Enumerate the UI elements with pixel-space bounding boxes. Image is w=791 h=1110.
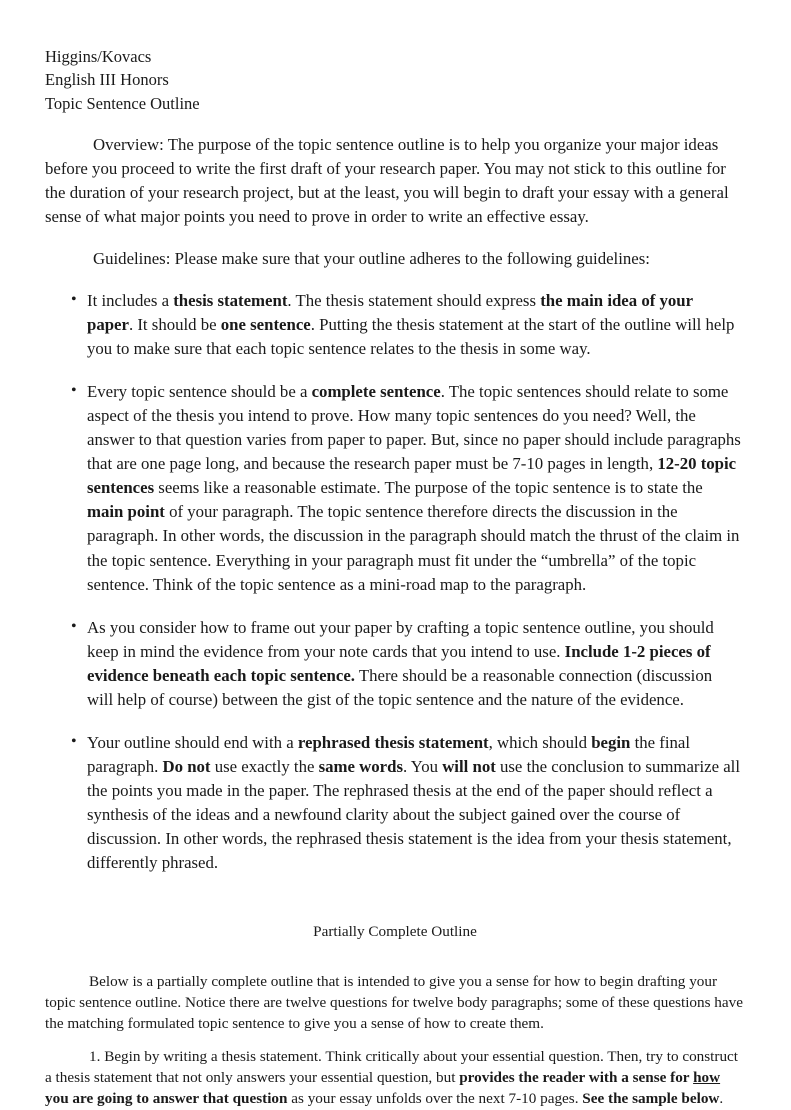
bullet-dot-icon: • (71, 291, 77, 309)
guideline-list-item (45, 380, 745, 596)
guidelines-intro-paragraph: Guidelines: Please make sure that your outline adheres to the following guidelines: (93, 249, 650, 269)
text-segment-2: how (693, 1068, 721, 1086)
text-segment-6: use exactly the (210, 756, 319, 776)
guideline-item-text (87, 733, 740, 872)
bullet-dot-icon: • (71, 617, 77, 635)
bullet-dot-icon: • (71, 382, 77, 400)
overview-paragraph: Overview: The purpose of the topic sentence outline is to help you organize your major ideas before you proceed to write the first draft of your research paper. You may not stick to this outline for the duration of your research project, but at the least, you will begin to draft your essay with a general sense of what major points you need to prove in order to write an effective essay. (45, 135, 729, 227)
header-instructor-line: Higgins/Kovacs (45, 47, 152, 66)
section-heading: Partially Complete Outline (313, 922, 477, 940)
text-segment-2: . The thesis statement should express (287, 291, 541, 311)
text-segment-3: 12-20 topic sentences (87, 454, 737, 498)
text-segment-0: As you consider how to frame out your paper by crafting a topic sentence outline, you should keep in mind the evidence from your note cards that you intend to use. (87, 617, 714, 661)
text-segment-4: as your essay unfolds over the next 7-10 pages. (287, 1089, 583, 1107)
text-segment-6: . (719, 1089, 724, 1107)
guideline-item-text (87, 291, 734, 358)
text-segment-1: complete sentence (311, 382, 441, 402)
header-assignment-line: Topic Sentence Outline (45, 93, 200, 113)
header-course-line: English III Honors (45, 70, 169, 90)
text-segment-3: begin (591, 732, 631, 752)
bullet-dot-icon: • (71, 732, 77, 750)
guideline-list-item (45, 731, 745, 875)
text-segment-4: . It should be (128, 315, 221, 335)
text-segment-1: Include 1-2 pieces of evidence beneath each topic sentence. (87, 641, 711, 685)
text-segment-10: use the conclusion to summarize all the points you made in the paper. The rephrased thesis at the end of the paper should reflect a synthesis of the ideas and a newfound clarity about the subject gained over the course of discussion. In other words, the rephrased thesis statement is the idea from your thesis statement, differently phrased. (87, 756, 741, 872)
text-segment-0: 1. Begin by writing a thesis statement. Think critically about your essential question. Then, try to construct a thesis statement that not only answers your essential question, but (45, 1047, 739, 1086)
spacer (45, 115, 745, 133)
text-segment-1: provides the reader with a sense for (459, 1068, 694, 1086)
text-segment-3: the main idea of your paper (87, 291, 693, 335)
text-segment-0: Your outline should end with a (87, 732, 298, 752)
text-segment-2: There should be a reasonable connection (discussion will help of course) between the gist of the topic sentence and the nature of the evidence. (87, 665, 713, 709)
guideline-list-item (45, 289, 745, 361)
text-segment-7: same words (318, 756, 403, 776)
text-segment-1: thesis statement (173, 291, 288, 311)
spacer (45, 875, 745, 921)
text-segment-3: you are going to answer that question (45, 1089, 288, 1107)
text-segment-6: . Putting the thesis statement at the start of the outline will help you to make sure that each topic sentence relates to the thesis in some way. (87, 315, 735, 359)
guideline-item-text (87, 382, 741, 593)
text-segment-5: main point (87, 502, 165, 522)
text-segment-6: of your paragraph. The topic sentence therefore directs the discussion in the paragraph. In other words, the discussion in the paragraph should match the thrust of the claim in the topic sentence. Everything in your paragraph must fit under the “umbrella” of the topic sentence. Think of the topic sentence as a mini-road map to the paragraph. (87, 502, 740, 594)
text-segment-2: , which should (488, 732, 592, 752)
text-segment-8: . You (403, 756, 443, 776)
text-segment-4: the final paragraph. (87, 732, 691, 776)
guideline-list-item (45, 616, 745, 712)
text-segment-5: See the sample below (582, 1089, 720, 1107)
spacer (45, 942, 745, 972)
document-header (45, 45, 745, 115)
numbered-item-paragraph (45, 1047, 745, 1110)
guidelines-list (45, 289, 745, 874)
text-segment-0: It includes a (87, 291, 174, 311)
spacer (45, 229, 745, 247)
guideline-item-text (87, 618, 714, 709)
text-segment-5: one sentence (220, 315, 311, 335)
spacer (45, 1035, 745, 1047)
text-segment-9: will not (442, 756, 496, 776)
text-segment-5: Do not (162, 756, 211, 776)
text-segment-0: Every topic sentence should be a (87, 382, 312, 402)
text-segment-2: . The topic sentences should relate to some aspect of the thesis you intend to prove. How many topic sentences do you need? Well, the answer to that question varies from paper to paper. But, since no paper should include paragraphs that are one page long, and because the research paper must be 7-10 pages in length, (87, 382, 741, 474)
text-segment-4: seems like a reasonable estimate. The purpose of the topic sentence is to state the (154, 478, 703, 498)
spacer (45, 271, 745, 289)
closing-paragraph: Below is a partially complete outline that is intended to give you a sense for how to begin drafting your topic sentence outline. Notice there are twelve questions for twelve body paragraphs; some of these questions have the matching formulated topic sentence to give you a sense of how to create them. (45, 972, 743, 1032)
text-segment-1: rephrased thesis statement (297, 732, 489, 752)
